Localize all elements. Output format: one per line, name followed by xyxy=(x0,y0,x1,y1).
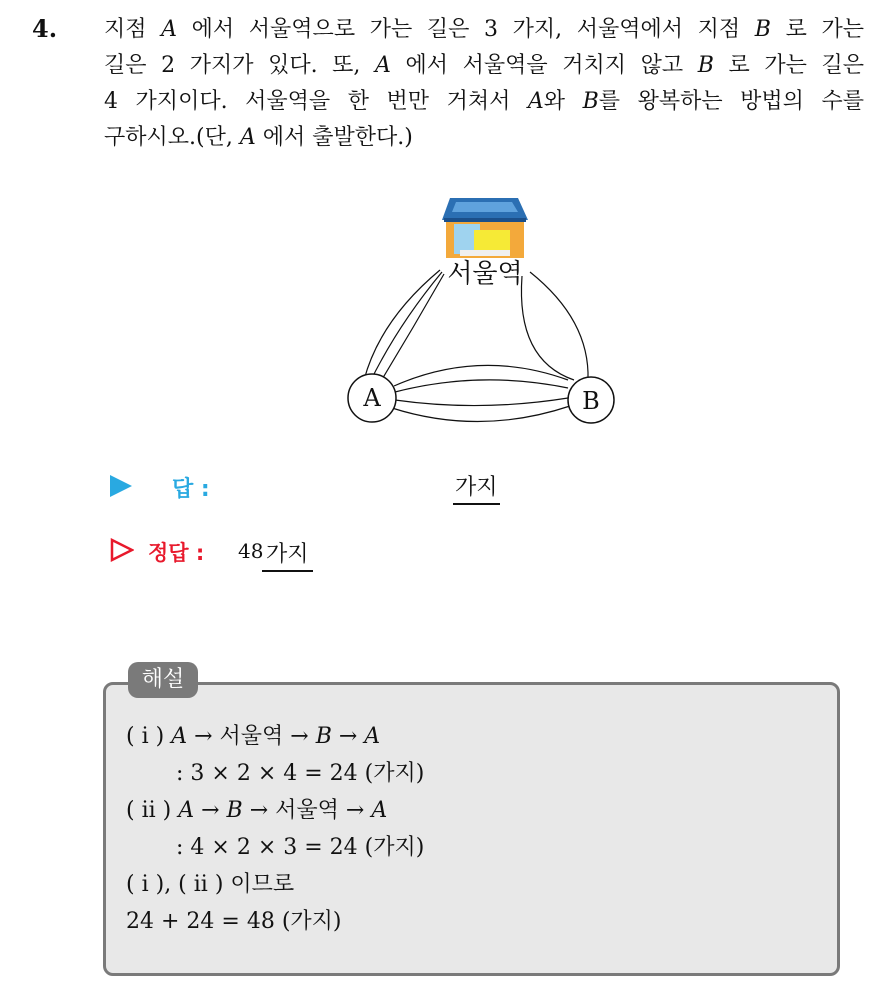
outline-triangle-icon xyxy=(110,538,134,562)
text-segment: → xyxy=(331,724,365,749)
solution-line xyxy=(126,792,424,829)
solution-line xyxy=(126,755,424,792)
path-station-b-1 xyxy=(530,272,588,380)
answer-unit: 가지 xyxy=(453,470,500,505)
math-variable: B xyxy=(582,89,599,114)
correct-answer-value: 48 xyxy=(238,539,264,563)
text-segment: 4 가지이다. 서울역을 한 번만 거쳐서 xyxy=(104,89,528,114)
station-label: 서울역 xyxy=(447,259,523,289)
math-variable: A xyxy=(371,798,388,823)
text-segment: 24 + 24 = 48 (가지) xyxy=(126,909,342,934)
math-variable: A xyxy=(364,724,381,749)
text-segment: → 서울역 → xyxy=(187,724,316,749)
math-variable: A xyxy=(527,89,544,114)
text-segment: 에서 서울역으로 가는 길은 3 가지, 서울역에서 지점 xyxy=(177,17,755,42)
math-variable: B xyxy=(754,17,771,42)
math-variable: A xyxy=(171,724,188,749)
math-variable: A xyxy=(239,125,256,150)
correct-answer-unit: 가지 xyxy=(262,537,313,572)
solution-line xyxy=(126,829,424,866)
solution-text xyxy=(126,718,424,940)
text-segment: 에서 출발한다.) xyxy=(255,125,413,150)
path-a-b-4 xyxy=(392,406,570,422)
text-segment: ( i ) xyxy=(126,724,172,749)
math-variable: A xyxy=(375,53,391,78)
text-segment: : 4 × 2 × 3 = 24 (가지) xyxy=(176,835,425,860)
question-line xyxy=(104,48,864,84)
text-segment: → xyxy=(194,798,227,823)
text-segment: 와 xyxy=(543,89,583,114)
question-line xyxy=(104,84,864,120)
path-a-b-1 xyxy=(394,365,568,386)
text-segment: 에서 서울역을 거치지 않고 xyxy=(390,53,698,78)
text-segment: : 3 × 2 × 4 = 24 (가지) xyxy=(176,761,425,786)
math-variable: A xyxy=(161,17,178,42)
text-segment: ( i ), ( ii ) 이므로 xyxy=(126,872,295,897)
math-variable: A xyxy=(178,798,195,823)
solution-line xyxy=(126,903,424,940)
route-diagram xyxy=(340,190,620,430)
correct-answer-row xyxy=(110,534,710,574)
filled-triangle-icon xyxy=(110,475,132,497)
question-line xyxy=(104,120,864,156)
text-segment: 로 가는 길은 xyxy=(713,53,864,78)
text-segment: 길은 2 가지가 있다. 또, xyxy=(104,53,376,78)
path-station-a-2 xyxy=(370,272,442,382)
answer-row xyxy=(110,468,710,508)
math-variable: B xyxy=(697,53,714,78)
math-variable: B xyxy=(315,724,332,749)
text-segment: ( ii ) xyxy=(126,798,179,823)
question-text xyxy=(104,12,864,156)
node-b-label: B xyxy=(582,387,600,415)
solution-tab: 해설 xyxy=(128,662,198,698)
solution-line xyxy=(126,718,424,755)
path-a-b-2 xyxy=(395,380,568,392)
path-station-a-3 xyxy=(378,274,444,386)
text-segment: 구하시오.(단, xyxy=(104,125,240,150)
question-number: 4. xyxy=(32,14,58,43)
text-segment: 로 가는 xyxy=(770,17,864,42)
math-variable: B xyxy=(226,798,243,823)
solution-line xyxy=(126,866,424,903)
text-segment: 를 왕복하는 방법의 수를 xyxy=(598,89,865,114)
train-station-icon xyxy=(442,198,528,258)
correct-answer-label: 정답 : xyxy=(148,541,205,565)
answer-label: 답 : xyxy=(172,477,210,502)
text-segment: 지점 xyxy=(104,17,162,42)
path-a-b-3 xyxy=(395,398,568,406)
node-a-label: A xyxy=(363,384,381,412)
text-segment: → 서울역 → xyxy=(242,798,372,823)
question-line xyxy=(104,12,864,48)
path-station-b-2 xyxy=(521,276,574,380)
